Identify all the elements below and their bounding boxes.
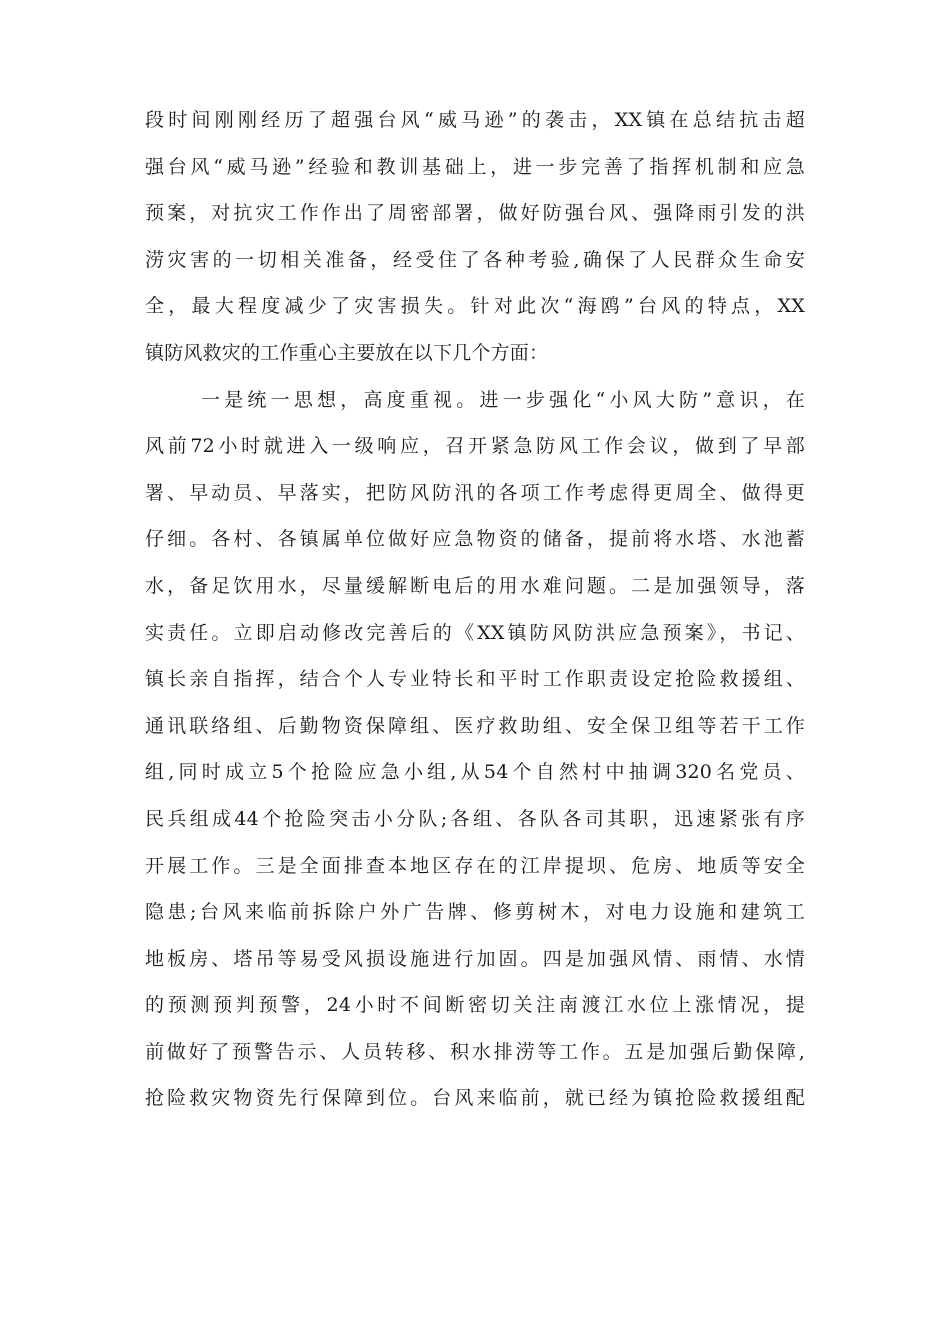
- text-line: 风前72小时就进入一级响应，召开紧急防风工作会议，做到了早部: [145, 435, 805, 458]
- text-line: 抢险救灾物资先行保障到位。台风来临前，就已经为镇抢险救援组配: [145, 1087, 805, 1110]
- text-line: 仔细。各村、各镇属单位做好应急物资的储备，提前将水塔、水池蓄: [145, 528, 805, 551]
- text-line: 预案，对抗灾工作作出了周密部署，做好防强台风、强降雨引发的洪: [145, 202, 805, 225]
- text-line: 隐患;台风来临前拆除户外广告牌、修剪树木，对电力设施和建筑工: [145, 901, 805, 924]
- text-line: 段时间刚刚经历了超强台风“威马逊”的袭击，XX镇在总结抗击超: [145, 109, 805, 131]
- text-line: 开展工作。三是全面排查本地区存在的江岸提坝、危房、地质等安全: [145, 854, 805, 877]
- text-line: 全，最大程度减少了灾害损失。针对此次“海鸥”台风的特点，XX: [145, 295, 805, 318]
- text-line: 地板房、塔吊等易受风损设施进行加固。四是加强风情、雨情、水情: [145, 947, 805, 970]
- text-line: 镇防风救灾的工作重心主要放在以下几个方面：: [145, 341, 549, 364]
- text-line: 镇长亲自指挥，结合个人专业特长和平时工作职责设定抢险救援组、: [145, 668, 805, 691]
- text-line: 强台风“威马逊”经验和教训基础上，进一步完善了指挥机制和应急: [145, 155, 805, 178]
- text-line: 组,同时成立5个抢险应急小组,从54个自然村中抽调320名党员、: [145, 761, 805, 784]
- text-line: 水，备足饮用水，尽量缓解断电后的用水难问题。二是加强领导，落: [145, 574, 805, 597]
- text-line: 实责任。立即启动修改完善后的《XX镇防风防洪应急预案》，书记、: [145, 621, 805, 644]
- text-line: 民兵组成44个抢险突击小分队;各组、各队各司其职，迅速紧张有序: [145, 807, 805, 830]
- document-body: [145, 97, 805, 1122]
- paragraph-start-line: 一是统一思想，高度重视。进一步强化“小风大防”意识，在: [201, 388, 805, 411]
- text-line: 涝灾害的一切相关准备，经受住了各种考验,确保了人民群众生命安: [145, 248, 805, 271]
- text-line: 前做好了预警告示、人员转移、积水排涝等工作。五是加强后勤保障,: [145, 1040, 805, 1063]
- text-line: 的预测预判预警，24小时不间断密切关注南渡江水位上涨情况，提: [145, 994, 805, 1017]
- text-line: 署、早动员、早落实，把防风防汛的各项工作考虑得更周全、做得更: [145, 481, 805, 504]
- text-line: 通讯联络组、后勤物资保障组、医疗救助组、安全保卫组等若干工作: [145, 714, 805, 737]
